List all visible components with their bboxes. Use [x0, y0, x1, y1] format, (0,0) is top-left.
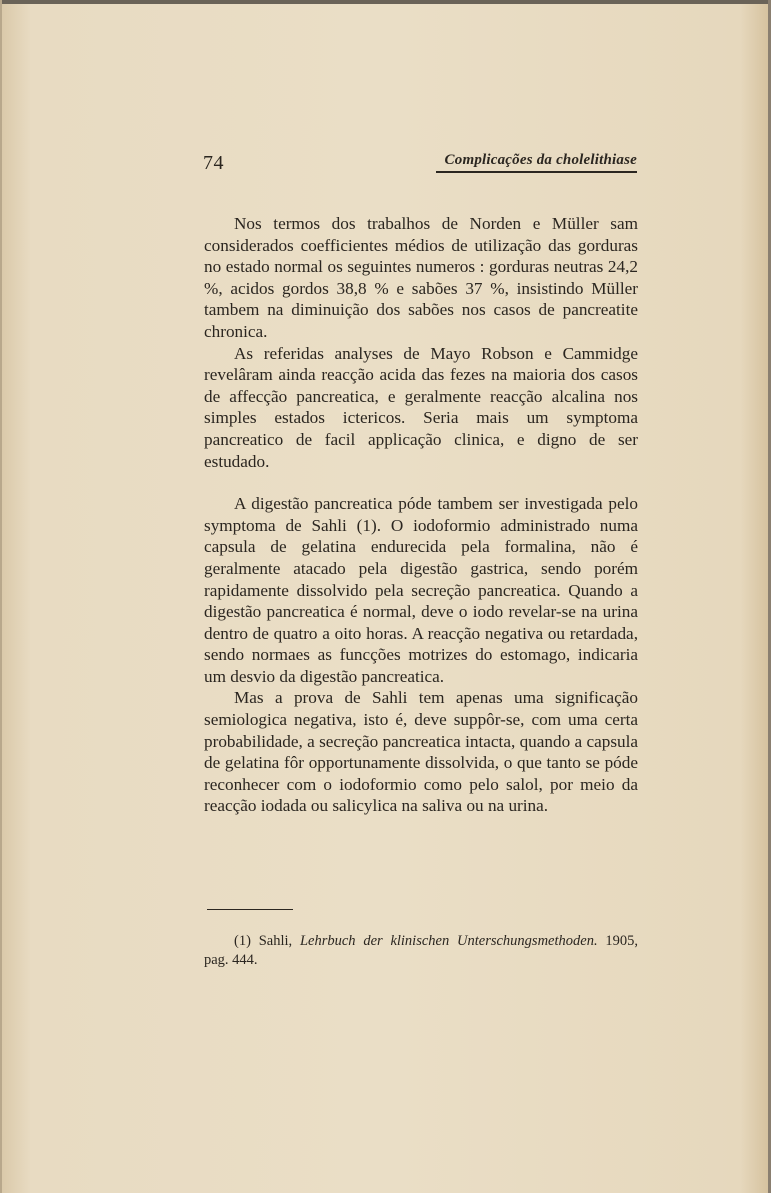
header-rule — [436, 171, 637, 173]
footnote-title: Lehrbuch der klinischen Unterschungsmethoden. — [299, 933, 598, 949]
paragraph: Mas a prova de Sahli tem apenas uma significação semiologica negativa, isto é, deve suppôr-se, com uma certa probabilidade, a secreção pancreatica intacta, quando a capsula de gelatina fôr opportunamente dissolvida, o que tanto se póde reconhecer com o iodoformio como pelo salol, por meio da reacção iodada ou salicylica na saliva ou na urina. — [204, 688, 638, 816]
page-left-edge — [0, 0, 2, 1193]
page-header — [203, 150, 637, 174]
footnote-rule — [207, 909, 293, 910]
paragraph: A digestão pancreatica póde tambem ser investigada pelo symptoma de Sahli (1). O iodoformio administrado numa capsula de gelatina endurecida pela formalina, não é geralmente atacado pela digestão gastrica, sendo porém rapidamente dissolvido pela secreção pancreatica. Quando a digestão pancreatica é normal, deve o iodo revelar-se na urina dentro de quatro a oito horas. A reacção negativa ou retardada, sendo normaes as funcções motrizes do estomago, indicaria um desvio da digestão pancreatica. — [204, 494, 638, 686]
footnote — [204, 932, 638, 970]
page-top-edge — [0, 0, 771, 4]
paragraph: Nos termos dos trabalhos de Norden e Müller sam considerados coefficientes médios de utilização das gorduras no estado normal os seguintes numeros : gorduras neutras 24,2 %, acidos gordos 38,8 % e sabões 37 %, insistindo Müller tambem na diminuição dos sabões nos casos de pancreatite chronica. — [204, 214, 638, 341]
page-number: 74 — [203, 152, 224, 174]
running-head: Complicações da cholelithiase — [444, 152, 637, 168]
body-text — [204, 213, 638, 817]
footnote-citation: 1905, pag. 444. — [204, 933, 638, 968]
paragraph: As referidas analyses de Mayo Robson e Cammidge revelâram ainda reacção acida das fezes na maioria dos casos de affecção pancreatica, e geralmente reacção alcalina nos simples estados ictericos. Seria mais um symptoma pancreatico de facil applicação clinica, e digno de ser estudado. — [204, 343, 638, 471]
footnote-marker: (1) Sahli, — [234, 933, 293, 949]
